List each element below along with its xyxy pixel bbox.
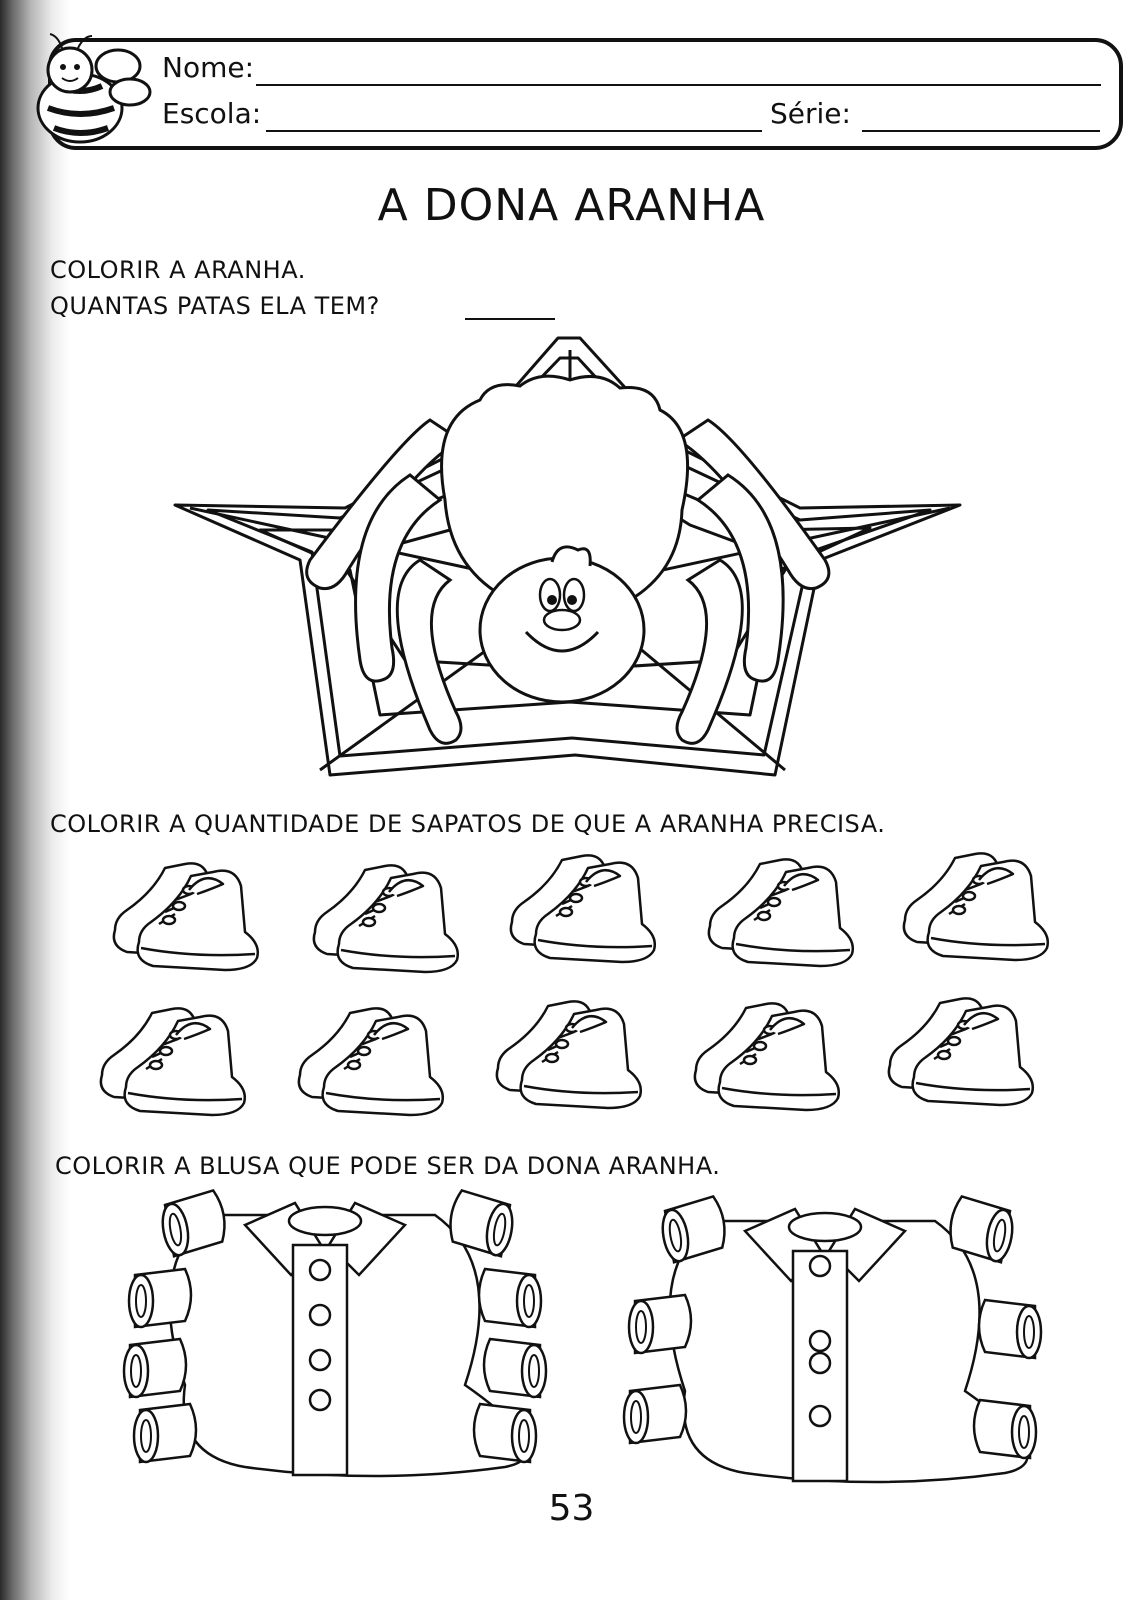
shoes-grid — [90, 840, 1050, 1130]
grade-label: Série: — [770, 97, 851, 130]
instruction-color-shirt: COLORIR A BLUSA QUE PODE SER DA DONA ARANHA. — [55, 1152, 721, 1180]
shoe-icon[interactable] — [695, 1003, 839, 1110]
shoe-icon[interactable] — [314, 865, 458, 972]
shoe-icon[interactable] — [904, 853, 1048, 960]
bee-icon — [18, 30, 158, 150]
page-spine-shadow — [0, 0, 70, 1600]
shoe-icon[interactable] — [709, 859, 853, 966]
shoe-icon[interactable] — [101, 1008, 245, 1115]
shoe-icon[interactable] — [497, 1001, 641, 1108]
shirt-option-1[interactable] — [124, 1189, 546, 1476]
name-field[interactable] — [256, 84, 1101, 86]
legs-answer-field[interactable] — [465, 318, 555, 320]
grade-field[interactable] — [862, 130, 1100, 132]
instruction-count-legs: QUANTAS PATAS ELA TEM? — [50, 292, 380, 320]
instruction-color-spider: COLORIR A ARANHA. — [50, 256, 306, 284]
shoe-icon[interactable] — [299, 1008, 443, 1115]
page-number: 53 — [548, 1488, 595, 1529]
shoe-icon[interactable] — [889, 998, 1033, 1105]
school-field[interactable] — [266, 130, 762, 132]
name-label: Nome: — [162, 51, 255, 84]
instruction-color-shoes: COLORIR A QUANTIDADE DE SAPATOS DE QUE A ARANHA PRECISA. — [50, 810, 886, 838]
shoe-icon[interactable] — [511, 855, 655, 962]
shoe-icon[interactable] — [114, 863, 258, 970]
shirt-option-2[interactable] — [624, 1195, 1041, 1482]
spider-illustration[interactable] — [160, 330, 980, 790]
page-title: A DONA ARANHA — [377, 180, 766, 231]
shirts-illustration — [115, 1185, 1035, 1485]
school-label: Escola: — [162, 97, 262, 130]
